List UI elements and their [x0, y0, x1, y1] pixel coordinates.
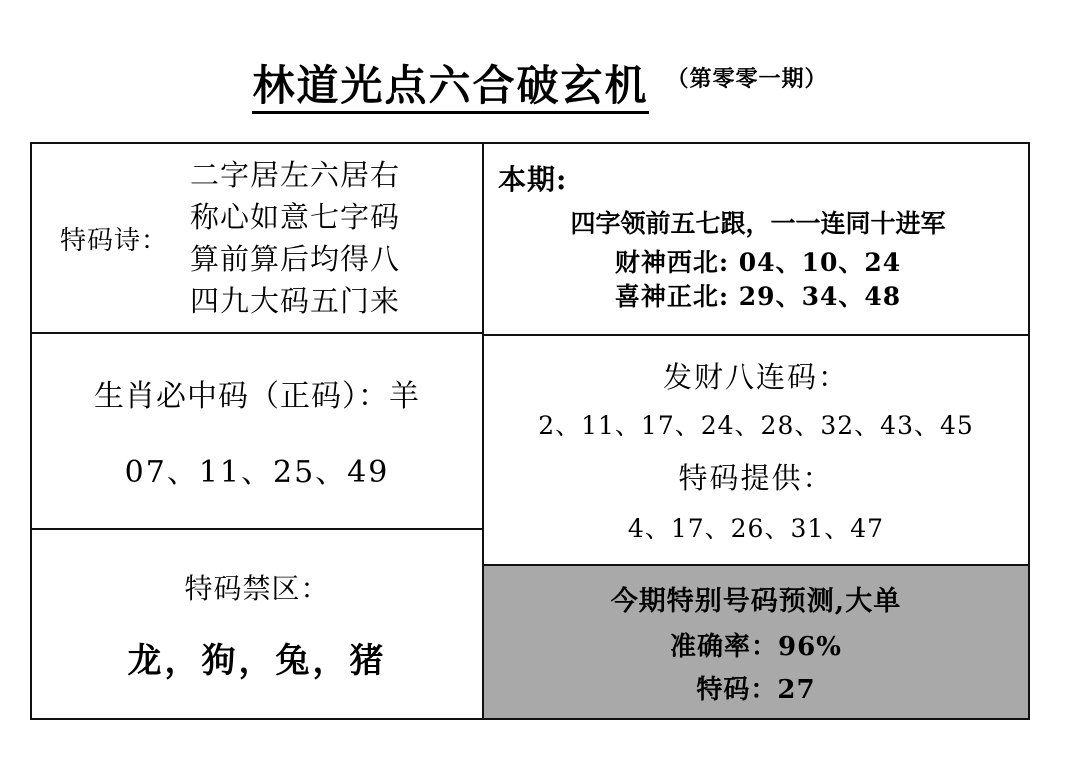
poem-line-2: 称心如意七字码 [190, 199, 401, 234]
wealth-god-row: 财神西北: 04、10、24 [614, 248, 902, 277]
right-column [484, 144, 1028, 718]
lucky-codes-cell [484, 336, 1028, 566]
prediction-code: 特码：27 [696, 674, 816, 705]
document-header [0, 62, 1080, 114]
forbidden-cell [32, 530, 482, 718]
poem-line-3: 算前算后均得八 [190, 242, 401, 276]
prediction-accuracy: 准确率：96% [670, 631, 842, 662]
current-issue-title: 本期: [498, 163, 568, 196]
forbidden-values: 龙，狗，兔，猪 [127, 640, 387, 681]
poem-label: 特码诗： [59, 225, 168, 256]
forbidden-label: 特码禁区： [184, 571, 330, 605]
lucky-codes-numbers: 2、11、17、24、28、32、43、45 [538, 411, 974, 440]
joy-god-row: 喜神正北: 29、34、48 [614, 281, 902, 311]
poem-line-1: 二字居左六居右 [190, 157, 401, 192]
zodiac-numbers: 07、11、25、49 [124, 455, 390, 490]
content-table [30, 142, 1030, 720]
current-issue-verse: 四字领前五七跟，一一连同十进军 [570, 209, 946, 238]
lucky-codes-title: 发财八连码： [662, 360, 849, 394]
zodiac-cell [32, 334, 482, 530]
zodiac-label: 生肖必中码（正码）：羊 [94, 379, 420, 414]
left-column [32, 144, 484, 718]
prediction-headline: 今期特别号码预测,大单 [610, 585, 902, 617]
special-codes-numbers: 4、17、26、31、47 [627, 514, 885, 543]
current-issue-cell [484, 144, 1028, 336]
special-codes-title: 特码提供： [678, 461, 834, 495]
issue-label: （第零零一期） [666, 66, 828, 92]
poem-cell [32, 144, 482, 334]
poem-lines [190, 154, 400, 322]
poem-line-4: 四九大码五门来 [190, 284, 401, 319]
prediction-cell [484, 566, 1028, 718]
page-title: 林道光点六合破玄机 [252, 62, 648, 114]
